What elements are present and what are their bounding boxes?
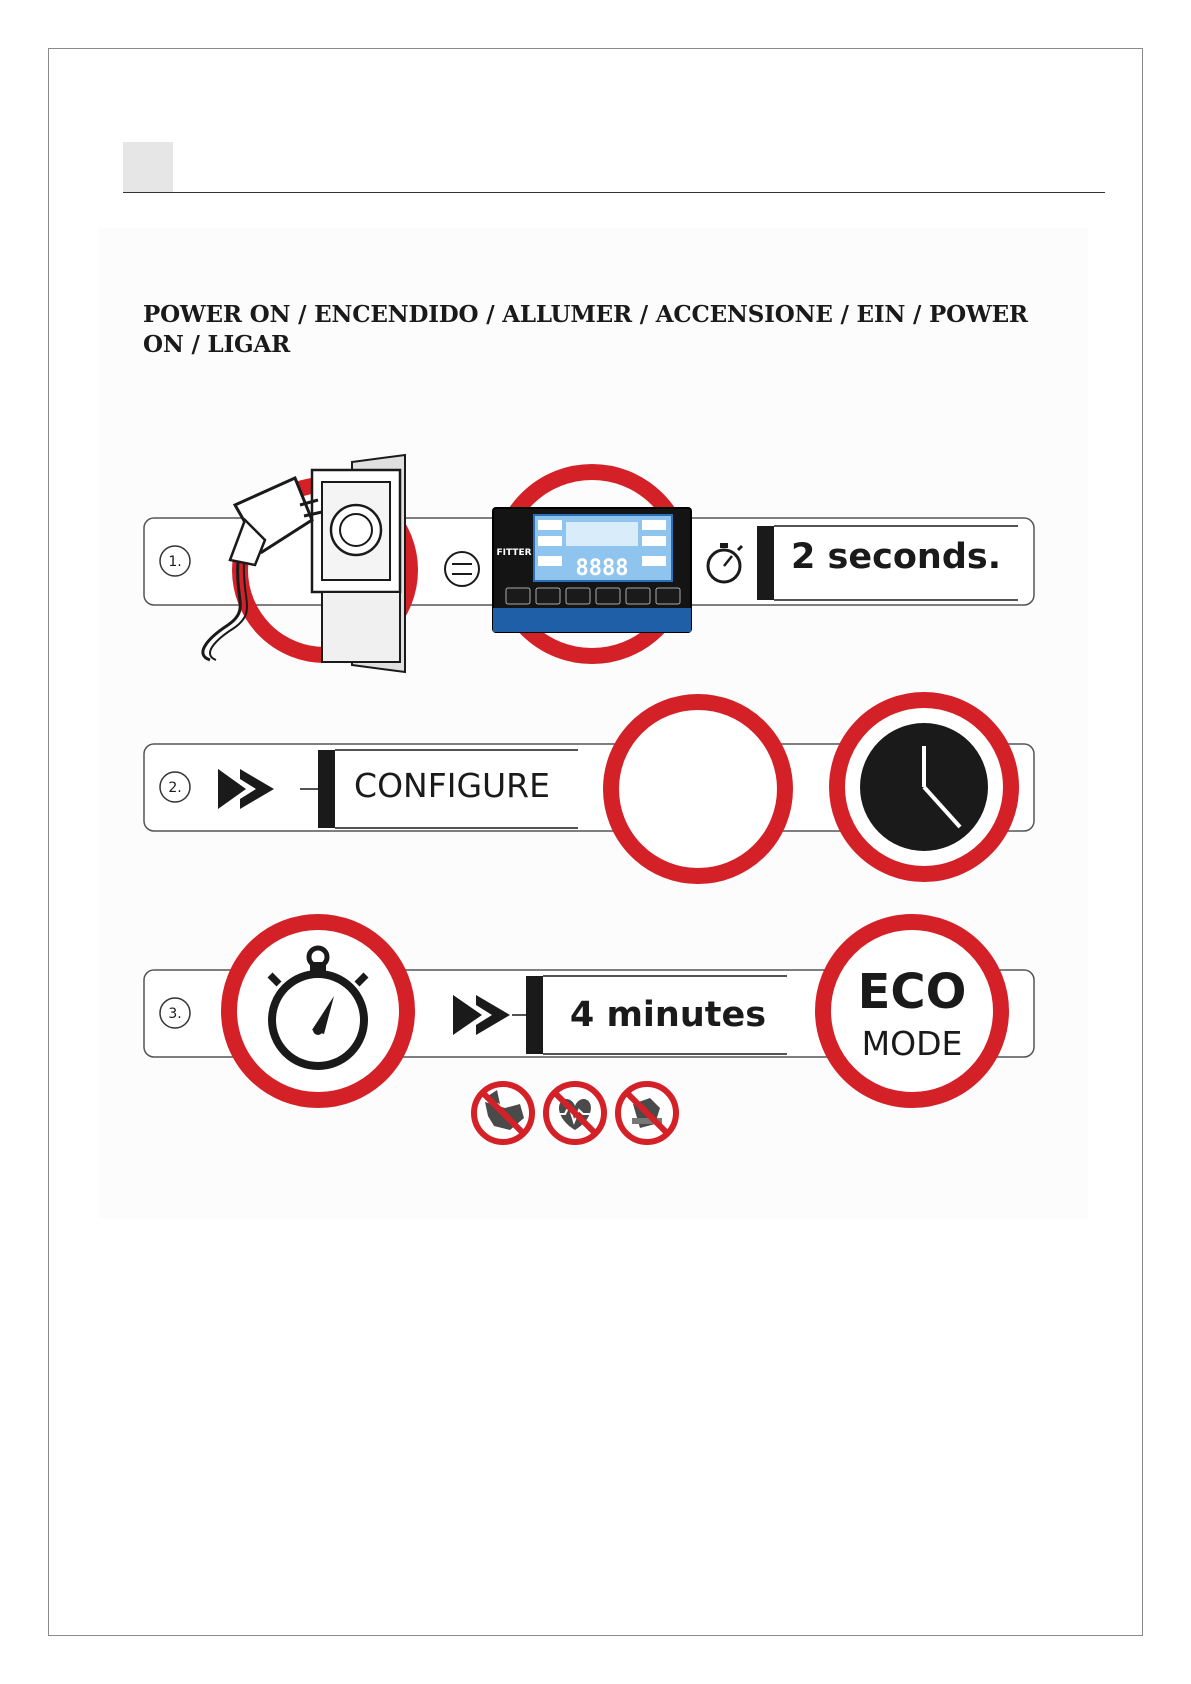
step-3: [144, 922, 1034, 1100]
stopwatch-icon: [229, 922, 407, 1100]
svg-text:8888: 8888: [575, 556, 629, 581]
step-1-caption: 2 seconds.: [791, 537, 1001, 577]
step-number: 3.: [168, 1006, 182, 1022]
step-2-caption: CONFIGURE: [354, 766, 550, 805]
step-1: [144, 455, 1034, 672]
no-touch-icon: [474, 1084, 532, 1142]
blank-circle-icon: [611, 702, 785, 876]
section-heading: POWER ON / ENCENDIDO / ALLUMER / ACCENSIONE / EIN / POWER ON / LIGAR: [143, 301, 1028, 358]
eco-line-2: MODE: [861, 1024, 963, 1063]
equals-icon: [445, 552, 479, 586]
no-hand-icon: [618, 1084, 676, 1142]
step-2: [144, 700, 1034, 876]
clock-icon: [837, 700, 1011, 874]
console-brand: FITTER: [496, 548, 532, 558]
console-display-icon: [493, 472, 691, 656]
eco-line-1: ECO: [857, 964, 967, 1020]
prohibition-icons: [474, 1084, 676, 1142]
step-number: 1.: [168, 554, 182, 570]
no-heart-rate-icon: [546, 1084, 604, 1142]
step-3-caption: 4 minutes: [569, 995, 767, 1035]
eco-mode-icon: [823, 922, 1001, 1100]
step-number: 2.: [168, 780, 182, 796]
